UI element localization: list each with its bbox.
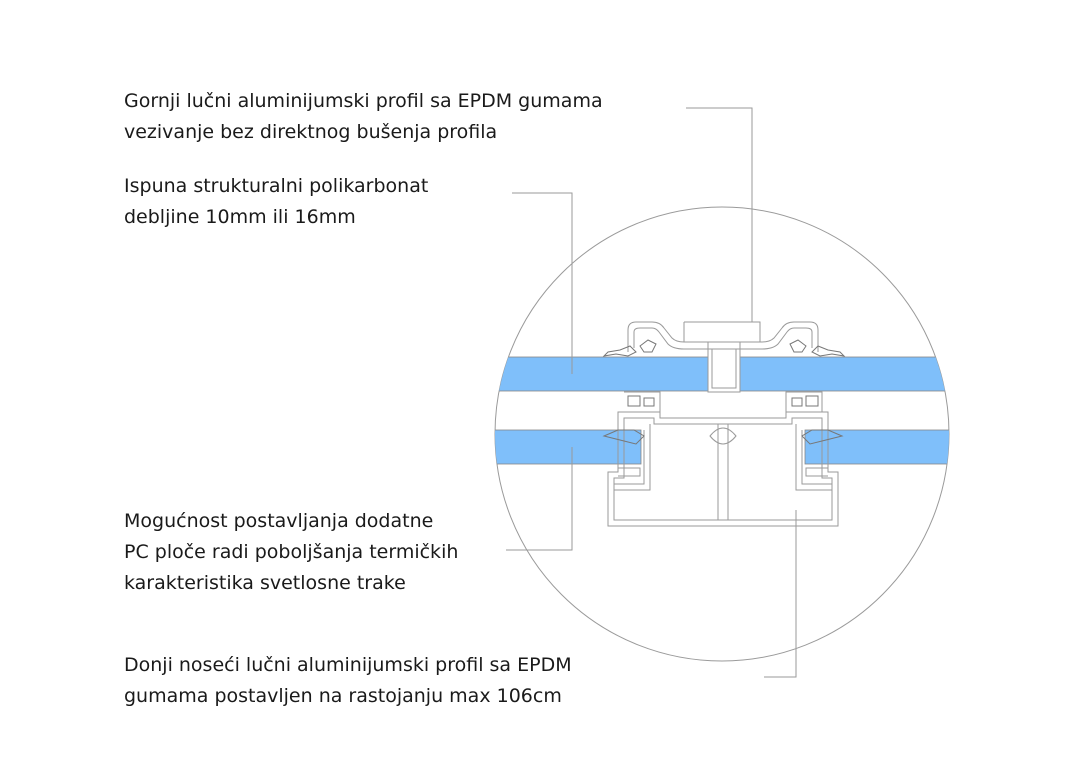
label-extra-panel-line3: karakteristika svetlosne trake — [124, 572, 406, 594]
leader-bottom-profile — [764, 510, 796, 677]
label-top-profile-line2: vezivanje bez direktnog bušenja profila — [124, 121, 498, 143]
label-infill-line2: debljine 10mm ili 16mm — [124, 206, 356, 228]
label-extra-panel-line2: PC ploče radi poboljšanja termičkih — [124, 541, 459, 563]
leader-top-profile — [686, 108, 752, 322]
pc-panel-upper-left — [490, 357, 708, 391]
bottom-support-profile — [608, 392, 838, 526]
leader-infill — [512, 193, 572, 374]
label-extra-panel-line1: Mogućnost postavljanja dodatne — [124, 510, 434, 532]
label-infill-line1: Ispuna strukturalni polikarbonat — [124, 175, 429, 197]
label-bottom-profile-line1: Donji noseći lučni aluminijumski profil sa EPDM — [124, 654, 572, 676]
pc-panel-upper-right — [740, 357, 960, 391]
label-bottom-profile-line2: gumama postavljen na rastojanju max 106cm — [124, 685, 562, 707]
label-top-profile-line1: Gornji lučni aluminijumski profil sa EPDM gumama — [124, 90, 603, 112]
